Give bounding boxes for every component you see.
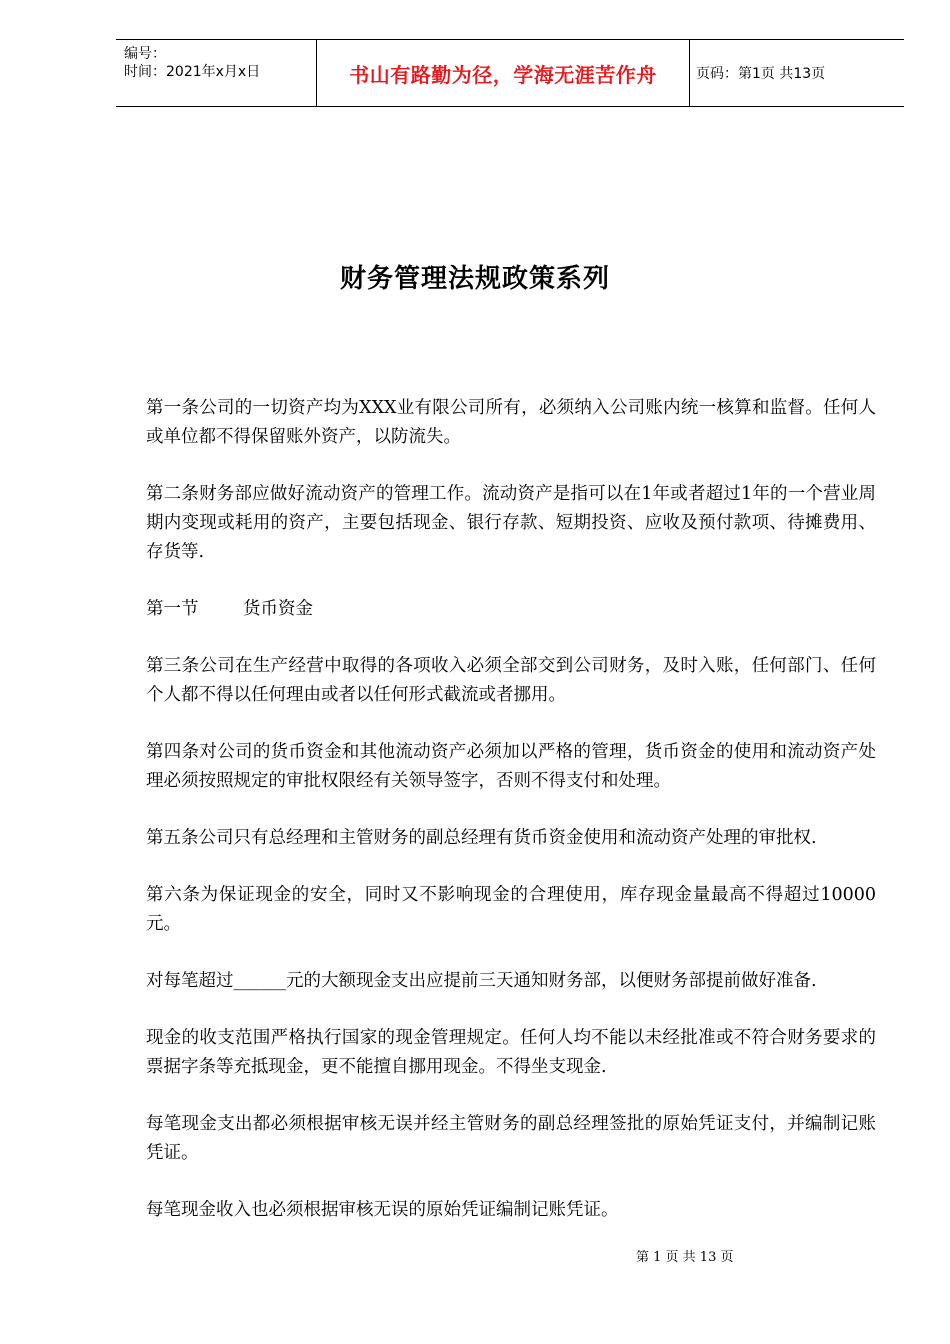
page-header	[116, 39, 904, 107]
paragraph-article-5: 第五条公司只有总经理和主管财务的副总经理有货币资金使用和流动资产处理的审批权.	[146, 828, 817, 848]
paragraph-article-3: 第三条公司在生产经营中取得的各项收入必须全部交到公司财务，及时入账，任何部门、任何个人都不得以任何理由或者以任何形式截流或者挪用。	[146, 656, 876, 705]
page-footer: 第 1 页 共 13 页	[636, 1250, 734, 1265]
header-page-info-cell	[690, 40, 904, 106]
paragraph-large-cash: 对每笔超过______元的大额现金支出应提前三天通知财务部，以便财务部提前做好准备.	[146, 971, 817, 991]
paragraph-article-4: 第四条对公司的货币资金和其他流动资产必须加以严格的管理，货币资金的使用和流动资产处理必须按照规定的审批权限经有关领导签字，否则不得支付和处理。	[146, 742, 876, 791]
header-meta	[116, 40, 316, 106]
paragraph-article-2: 第二条财务部应做好流动资产的管理工作。流动资产是指可以在1年或者超过1年的一个营业周期内变现或耗用的资产，主要包括现金、银行存款、短期投资、应收及预付款项、待摊费用、存货等.	[146, 484, 876, 562]
paragraph-article-1: 第一条公司的一切资产均为XXX业有限公司所有，必须纳入公司账内统一核算和监督。任何人或单位都不得保留账外资产，以防流失。	[146, 398, 876, 447]
paragraph-cash-payment: 每笔现金支出都必须根据审核无误并经主管财务的副总经理签批的原始凭证支付，并编制记账凭证。	[146, 1114, 876, 1163]
document-body	[146, 394, 876, 1253]
motto-text: 书山有路勤为径，学海无涯苦作舟	[349, 62, 657, 87]
time-label: 时间：2021年x月x日	[124, 64, 261, 80]
page-info: 页码：第1页 共13页	[696, 66, 826, 82]
number-label: 编号：	[124, 46, 166, 62]
paragraph-cash-scope: 现金的收支范围严格执行国家的现金管理规定。任何人均不能以未经批准或不符合财务要求的票据字条等充抵现金，更不能擅自挪用现金。不得坐支现金.	[146, 1028, 876, 1077]
paragraph-article-6: 第六条为保证现金的安全，同时又不影响现金的合理使用，库存现金量最高不得超过10000元。	[146, 885, 876, 934]
paragraph-cash-receipt: 每笔现金收入也必须根据审核无误的原始凭证编制记账凭证。	[146, 1200, 619, 1220]
section-heading: 第一节 货币资金	[146, 599, 314, 619]
document-title: 财务管理法规政策系列	[339, 264, 610, 294]
header-motto-cell	[316, 40, 690, 106]
